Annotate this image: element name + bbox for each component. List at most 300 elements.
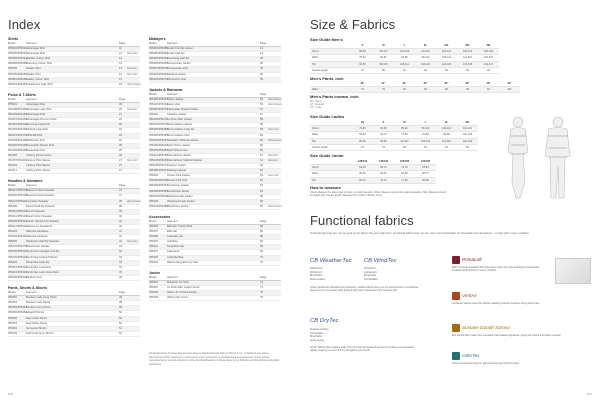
page-ref: 42 xyxy=(119,240,122,244)
garment-name: Pembroke Lady Crew Neck xyxy=(26,270,59,274)
garment-name: Windsor Vest xyxy=(26,275,42,279)
table-row xyxy=(310,67,499,73)
model-number: 355445 xyxy=(149,291,158,295)
status-tag xyxy=(127,235,140,239)
page-ref: 40 xyxy=(119,225,122,228)
garment-name: Bunkers Long Pants xyxy=(26,306,51,310)
ladies-size-table xyxy=(310,120,478,151)
page-ref: 56 xyxy=(260,102,263,106)
status-tag xyxy=(127,103,140,107)
model-number: 355481/355483 xyxy=(149,47,168,51)
model-number: 355480/355477 xyxy=(149,169,168,173)
status-tag xyxy=(127,261,140,265)
garment-name: Snowpointer Vest xyxy=(167,67,188,71)
weathertec-description: Under Cutterbuck's Weatherproof collection, weather fabrics keep you dry and protected. Our laminate layers let you move freely while giving a high level of protection from wind and rain. xyxy=(310,286,419,293)
page-ref: 50 xyxy=(119,311,122,315)
model-number: 355416/355401 xyxy=(8,265,27,269)
model-number: 355435/355287 xyxy=(8,72,27,76)
windtec-list xyxy=(364,267,378,281)
size-value: 83-88 xyxy=(415,177,436,183)
status-tag xyxy=(268,225,281,229)
page-ref: 42 xyxy=(119,250,122,254)
page-ref: 48 xyxy=(119,301,122,305)
drytec-list xyxy=(310,328,328,342)
model-number: 355422/355407 xyxy=(8,235,27,239)
garment-name: Advantage Shirt xyxy=(26,52,46,56)
size-value: 89 xyxy=(457,87,478,93)
garment-header: Garment xyxy=(26,184,37,188)
tag-header xyxy=(127,42,140,46)
page-ref: 35 xyxy=(260,57,263,61)
sizes-fabrics-page xyxy=(300,0,600,404)
model-number: 354457/354401 xyxy=(8,158,27,162)
ladies-size-guide-title: Size Guide Ladies xyxy=(310,114,345,119)
size-header: L xyxy=(394,43,415,49)
status-tag xyxy=(127,301,140,305)
list-item: Seam-sealed xyxy=(310,277,325,281)
status-tag: New color xyxy=(268,174,279,178)
status-tag: New color xyxy=(127,72,138,76)
size-value: 103-108 xyxy=(394,49,415,55)
page-ref: 60 xyxy=(260,143,263,147)
garment-name: Westshore Jacket xyxy=(167,204,189,208)
status-tag xyxy=(268,281,281,285)
size-value: 86 xyxy=(436,87,457,93)
model-header: Model xyxy=(149,42,157,45)
size-value: 56-60 xyxy=(352,171,373,177)
page-ref: 27 xyxy=(119,158,122,162)
size-value: 106-112 xyxy=(436,126,457,132)
garment-name: Ellis Hat xyxy=(167,230,177,234)
fabrics-title: Functional fabrics xyxy=(310,213,414,228)
garment-header: Garment xyxy=(26,42,37,45)
status-tag: New color xyxy=(127,52,138,56)
section-title: Pants, Shorts & Skorts xyxy=(8,286,47,291)
status-tag xyxy=(268,123,281,127)
model-number: 355449 xyxy=(8,331,17,335)
model-number: 356414 xyxy=(149,245,158,249)
garment-name: Advantage Polo xyxy=(26,113,45,117)
status-tag xyxy=(127,322,140,326)
model-header: Model xyxy=(8,42,16,45)
drytec-description: DryTec fabrics take moisture away from the body and spread it across the surface so it evaporates quickly, keeping you cool and dry throughout your round. xyxy=(310,346,414,353)
model-number: 354436 xyxy=(8,153,17,157)
status-tag xyxy=(268,144,281,148)
page-ref: 70 xyxy=(260,255,263,259)
primaloft-icon xyxy=(452,256,460,264)
size-value: 128-132 xyxy=(457,49,478,55)
size-value: 81 xyxy=(415,144,436,150)
garment-name: Yarbury Polo Sleeve xyxy=(26,158,51,162)
size-value: 120-126 xyxy=(457,138,478,144)
status-tag xyxy=(127,205,140,209)
garment-name: Seattle Shirt xyxy=(26,72,41,76)
garment-name: Everskelly Half Zip xyxy=(167,57,190,61)
section-title: Accessories xyxy=(149,214,171,219)
measure-label: Chest xyxy=(310,126,352,132)
model-number: 355482/355483 xyxy=(149,52,168,56)
model-number: 355460/355455 xyxy=(149,62,168,66)
garment-name: Valencia Cardigan xyxy=(26,235,48,239)
table-row xyxy=(149,261,281,266)
mens-size-guide-title: Size Guide Men's xyxy=(310,37,343,42)
size-header: 32" xyxy=(394,81,415,87)
size-value: 79 xyxy=(352,67,373,73)
garment-name: Ocean Park Vest xyxy=(167,179,188,183)
status-tag xyxy=(127,154,140,158)
garment-name: Kingsville Cap xyxy=(167,245,185,249)
status-tag xyxy=(268,291,281,295)
status-tag xyxy=(268,57,281,61)
status-tag xyxy=(127,123,140,127)
page-ref: 13 xyxy=(119,67,122,71)
page-ref: 58 xyxy=(260,123,263,127)
status-tag xyxy=(127,144,140,148)
model-number: 355406/355415 xyxy=(8,219,27,223)
ventair-icon xyxy=(452,292,460,300)
garment-name: Hilltop Jnr Knitted Jacket xyxy=(167,291,197,295)
model-number: 355490/355465 xyxy=(149,133,168,137)
size-value: 106-111 xyxy=(394,61,415,67)
model-number: 355405/355407 xyxy=(149,97,168,101)
garment-name: Mount Adams Lady Jkt xyxy=(167,128,195,132)
model-number: 355463/355473 xyxy=(149,77,168,81)
measure-label: Waist xyxy=(310,132,352,138)
measure-label: Hip xyxy=(310,61,352,67)
tag-header xyxy=(127,98,140,102)
model-number: 354472/354471 xyxy=(8,133,27,137)
model-number: 355456/355297 xyxy=(8,52,27,56)
status-tag: New item xyxy=(127,108,137,112)
inseam-title: Men's Pants inseam, inch xyxy=(310,94,359,99)
table-row xyxy=(310,87,520,93)
page-ref: 48 xyxy=(119,296,122,300)
tag-header xyxy=(127,291,140,295)
garment-name: Ocampo Jacket xyxy=(167,164,186,168)
status-tag: discontinued xyxy=(268,97,282,101)
page-ref: 64 xyxy=(260,189,263,193)
status-tag xyxy=(127,57,140,61)
model-number: 355410/355412 xyxy=(8,209,27,213)
garment-name: Malone Knitted Sweater xyxy=(26,194,55,198)
page-ref: 60 xyxy=(260,138,263,142)
page-ref: 21 xyxy=(119,113,122,117)
model-number: 355405/355479 xyxy=(149,108,168,112)
status-tag xyxy=(268,73,281,77)
garment-name: Oak Harbour Jacket xyxy=(167,153,191,157)
garment-name: Lancaster Sweater xyxy=(26,199,49,203)
inseam-line: 34" - Long xyxy=(310,106,321,110)
inseam-line: 30" - Short xyxy=(310,100,322,103)
status-tag xyxy=(268,47,281,51)
garment-header: Garment xyxy=(167,42,178,45)
primaloft-name: PrimaLoft xyxy=(462,257,482,262)
table-row xyxy=(8,276,140,281)
page-ref: 69 xyxy=(260,250,263,254)
garment-name: Barrows Trouser Belt xyxy=(167,225,193,228)
model-number: 355400 xyxy=(8,316,17,320)
size-value: 68-72 xyxy=(415,171,436,177)
mens-pants-title: Men's Pants, inch xyxy=(310,76,344,81)
odertex-description: Odour control technology for garments that stay fresh for longer. xyxy=(452,362,520,365)
status-tag: New color xyxy=(268,128,279,132)
garment-name: Bunkers Lady Pants xyxy=(26,301,51,305)
page-ref: 61 xyxy=(260,153,263,157)
page-header: Page xyxy=(119,291,126,295)
garment-name: Advantage Polo xyxy=(26,102,45,106)
size-value: 106-111 xyxy=(436,55,457,61)
page-ref: 20 xyxy=(119,102,122,106)
size-header: M xyxy=(373,43,394,49)
garment-name: Advantage Shirt xyxy=(26,47,46,51)
size-value: 88-92 xyxy=(394,126,415,132)
status-tag xyxy=(268,184,281,188)
page-ref: 24 xyxy=(119,138,122,142)
model-number: 356457 xyxy=(149,230,158,234)
page-ref: 74 xyxy=(260,280,263,284)
status-tag xyxy=(127,250,140,254)
garment-name: Hadley Cotton Shirt xyxy=(26,77,50,81)
garment-name: Clearwater Shower Parka xyxy=(167,108,198,112)
status-tag xyxy=(127,256,140,260)
size-header: S xyxy=(373,120,394,126)
status-tag xyxy=(127,332,140,336)
list-item: Moisture wicking xyxy=(310,328,329,331)
size-value: 133-138 xyxy=(457,61,478,67)
page-ref: 12 xyxy=(119,57,122,61)
size-value: 66-70 xyxy=(352,177,373,183)
status-tag xyxy=(127,220,140,224)
size-header: 164/166 xyxy=(415,159,436,165)
size-value: 104-110 xyxy=(415,138,436,144)
status-tag xyxy=(268,149,281,153)
status-tag xyxy=(127,276,140,280)
page-ref: 51 xyxy=(119,326,122,330)
size-value: 78 xyxy=(352,144,373,150)
garment-header: Garment xyxy=(26,291,37,295)
status-tag xyxy=(127,189,140,193)
measure-label: Waist xyxy=(310,171,352,177)
section-rows xyxy=(149,98,281,210)
status-tag: New item xyxy=(268,153,278,157)
table-row xyxy=(310,144,478,150)
model-number: 355440/355447 xyxy=(8,250,27,254)
size-value: 60-64 xyxy=(373,171,394,177)
sustane-description: Eco-friendly fibre made from renewable plant-based ingredients, giving soft stretch and shape retention. xyxy=(452,334,562,337)
model-number: 355452/355452 xyxy=(8,311,27,315)
status-tag xyxy=(268,200,281,204)
page-ref: 61 xyxy=(260,158,263,162)
size-value: 64-68 xyxy=(394,171,415,177)
status-tag xyxy=(127,230,140,234)
status-tag xyxy=(268,134,281,138)
status-tag xyxy=(268,261,281,265)
size-header: XS xyxy=(352,120,373,126)
model-number: 355404/355405 xyxy=(149,194,168,198)
status-tag xyxy=(127,149,140,153)
garment-name: La Push Rain Jacket Junior xyxy=(167,285,200,289)
list-item: Quick drying xyxy=(310,338,324,342)
size-header: 2XL xyxy=(457,120,478,126)
garment-name: Westwood Lady Jacket xyxy=(167,199,195,203)
howto-title: How to measure xyxy=(310,185,341,190)
primaloft-description: Warm synthetic insulation that stays warm when wet, light and highly compressible. Insulation that performs in every condition. xyxy=(452,266,541,273)
model-number: 355416 xyxy=(8,260,17,264)
model-number: 354420/354445 xyxy=(8,143,27,147)
model-number: 355419/355402 xyxy=(8,270,27,274)
model-number: 354429/354435 xyxy=(8,113,27,117)
page-ref: 75 xyxy=(260,291,263,295)
list-item: Comfortable xyxy=(310,331,324,335)
model-number: 355469 xyxy=(8,240,17,244)
ventair-name: VentAir xyxy=(462,293,477,298)
garment-name: Lakeside Hat xyxy=(167,235,183,239)
index-footnote: All designations in these lists are according to Rainbowhemis with no Plenty & Co, Cutterbuck are active, discontinued (Prior seasons) in stock-items (new customers to be discussed and approved; styles below). Cancelled items and all ordered in collection Reekfaustlen in these rates to our Shoesit and SmartSmart-bounded purchases. xyxy=(149,352,280,366)
size-value: 75-80 xyxy=(352,55,373,61)
size-header: 36" xyxy=(478,81,499,87)
size-value: 82-86 xyxy=(373,126,394,132)
size-value: 120-124 xyxy=(436,49,457,55)
model-header: Model xyxy=(149,219,157,223)
page-ref: 40 xyxy=(119,214,122,218)
model-number: 355492 xyxy=(149,113,158,117)
table-row xyxy=(8,83,140,88)
garment-name: Yarbury Polo Sleeve xyxy=(26,164,51,168)
size-value: 82 xyxy=(457,67,478,73)
status-tag xyxy=(127,128,140,132)
size-header: 40" xyxy=(499,81,520,87)
garment-name: Hilltop Cap Junior xyxy=(167,296,189,300)
size-value: 114-119 xyxy=(457,55,478,61)
garment-name: North Shore Jacket xyxy=(167,143,191,147)
model-number: 355458/355365 xyxy=(8,62,27,66)
model-number: 355461 xyxy=(149,280,158,284)
measurement-figures xyxy=(498,112,588,200)
section-rows xyxy=(8,296,140,337)
page-ref: 13 xyxy=(260,52,263,56)
cb-windtec-name: CB WindTec xyxy=(364,258,397,264)
model-number: 355453 xyxy=(8,301,17,305)
status-tag xyxy=(268,78,281,82)
size-value: 81 xyxy=(436,144,457,150)
garment-name: North Shore Vest xyxy=(167,148,188,152)
model-number: 356499 xyxy=(149,225,158,228)
page-ref: 70 xyxy=(260,260,263,264)
page-ref: 62 xyxy=(260,169,263,173)
model-number: 355421/355435 xyxy=(8,82,27,86)
size-value: 78-84 xyxy=(415,165,436,171)
model-number: 354451/354412 xyxy=(8,123,27,127)
garment-name: Oceanside Stretch Polo xyxy=(26,143,55,147)
page-ref: 25 xyxy=(119,143,122,147)
section-title: Shirts xyxy=(8,37,19,41)
section-title: Midlayers xyxy=(149,37,166,41)
model-number: 356458 xyxy=(149,235,158,239)
tag-header xyxy=(268,276,281,280)
size-header: XL xyxy=(436,120,457,126)
page-ref: 50 xyxy=(119,316,122,320)
model-header: Model xyxy=(8,184,16,188)
status-tag: discontinued xyxy=(127,199,141,203)
status-tag: discontinued xyxy=(127,82,141,86)
status-tag xyxy=(127,118,140,122)
measure-label: Chest xyxy=(310,165,352,171)
garment-name: Ashford Lady Polo xyxy=(26,128,48,132)
list-item: Lightweight xyxy=(364,270,377,274)
status-tag xyxy=(127,266,140,270)
garment-name: Umbrella Bag xyxy=(167,255,184,259)
garment-header: Garment xyxy=(167,92,178,96)
model-header: Model xyxy=(149,275,157,279)
status-tag xyxy=(268,240,281,244)
size-value: 64-68 xyxy=(352,165,373,171)
garment-name: Manchester Hoodie xyxy=(26,245,50,249)
junior-size-table xyxy=(310,159,436,184)
size-value: 79 xyxy=(373,144,394,150)
size-header: XL xyxy=(415,43,436,49)
table-row xyxy=(149,205,281,210)
status-tag xyxy=(127,225,140,229)
page-ref: 37 xyxy=(119,194,122,198)
size-value: 100-108 xyxy=(457,132,478,138)
model-number: 355406/355467 xyxy=(149,184,168,188)
size-value: 88-93 xyxy=(352,49,373,55)
model-number: 355459/355460 xyxy=(8,306,27,310)
garment-name: Whitehill Polo xyxy=(26,133,43,137)
table-row xyxy=(149,296,281,301)
model-number: 356497 xyxy=(149,240,158,244)
page-ref: 41 xyxy=(119,230,122,234)
garment-name: Pierrepoint Vest xyxy=(167,77,186,81)
list-item: Breathable xyxy=(310,335,323,339)
status-tag: New item xyxy=(127,67,137,71)
page-ref: 44 xyxy=(119,265,122,269)
model-number: 355408/355403 xyxy=(8,275,27,279)
status-tag xyxy=(268,164,281,168)
page-ref: 74 xyxy=(260,285,263,289)
page-header: Page xyxy=(260,92,267,96)
status-tag xyxy=(127,317,140,321)
measure-label: Inseam length xyxy=(310,144,352,150)
list-item: Waterproof xyxy=(310,267,323,270)
size-value: 98-103 xyxy=(373,61,394,67)
page-ref: 16 xyxy=(119,82,122,86)
model-header: Model xyxy=(8,97,16,101)
garment-name: Mapleton Jnr Shirt xyxy=(167,280,189,284)
status-tag xyxy=(268,245,281,249)
section-rows xyxy=(149,47,281,83)
size-value: 112-118 xyxy=(436,138,457,144)
garment-name: La Push Rain Jacket xyxy=(167,118,192,122)
status-tag xyxy=(268,62,281,66)
status-tag xyxy=(127,78,140,82)
page-ref: 13 xyxy=(119,72,122,76)
status-tag xyxy=(268,250,281,254)
size-value: 68-72 xyxy=(373,165,394,171)
size-value: 96-102 xyxy=(415,126,436,132)
list-item: Breathable xyxy=(310,274,323,278)
status-tag xyxy=(268,190,281,194)
model-number: 355440 xyxy=(149,174,158,178)
page-ref: 45 xyxy=(119,275,122,279)
size-value: 136-140 xyxy=(478,49,499,55)
size-value: 89-98 xyxy=(436,132,457,138)
model-number: 355409 xyxy=(8,204,17,208)
status-tag xyxy=(268,296,281,300)
status-tag xyxy=(127,245,140,249)
garment-name: Hunter Stretch Knit Sweater xyxy=(26,219,60,223)
page-ref: 68 xyxy=(260,230,263,234)
